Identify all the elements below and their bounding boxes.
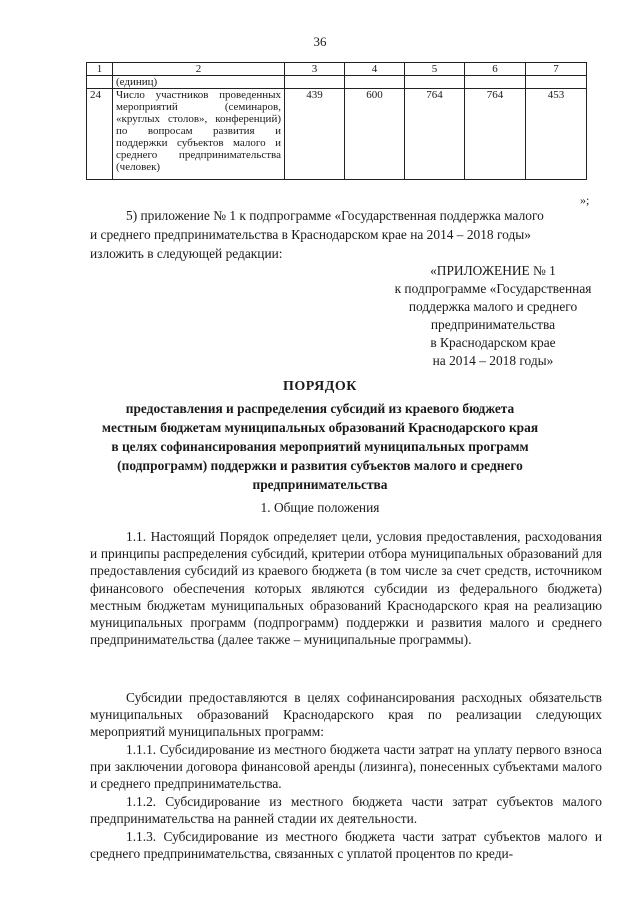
table-header-row — [87, 63, 587, 76]
title-line: предпринимательства — [252, 477, 388, 492]
title-line: предоставления и распределения субсидий из краевого бюджета — [125, 401, 515, 416]
row-number: 24 — [87, 89, 113, 180]
value-cell: 764 — [405, 89, 465, 180]
header-cell: 5 — [405, 63, 465, 76]
page-number: 36 — [313, 34, 327, 49]
appendix-line: к подпрограмме «Государственная — [394, 281, 592, 296]
item5-line3: изложить в следующей редакции: — [90, 246, 283, 261]
document-title: ПОРЯДОК — [283, 379, 357, 394]
paragraph-1-1: 1.1. Настоящий Порядок определяет цели, условия предоставления, расходования и принципы распределения субсидий, критерии отбора муниципальных образований для предоставления субсидий из краевого бюджета (в том числе за счет средств, источником финансового обеспечения которых являются субсидии из федерального бюджета) местным бюджетам муниципальных образований Краснодарского края на реализацию муниципальных программ (подпрограмм) поддержки и развития малого и среднего предпринимательства (далее также – муниципальные программы). — [90, 529, 602, 648]
header-cell: 1 — [87, 63, 113, 76]
value-cell: 439 — [285, 89, 345, 180]
section-heading: 1. Общие положения — [260, 500, 380, 515]
value-cell: 764 — [465, 89, 526, 180]
header-cell: 4 — [345, 63, 405, 76]
paragraph-1-1-2: 1.1.2. Субсидирование из местного бюджета части затрат субъектов малого предпринимательства на ранней стадии их деятельности. — [90, 794, 602, 827]
title-line: (подпрограмм) поддержки и развития субъектов малого и среднего — [117, 458, 523, 473]
header-cell: 2 — [113, 63, 285, 76]
paragraph-1-1-1: 1.1.1. Субсидирование из местного бюджета части затрат на уплату первого взноса при заключении договора финансовой аренды (лизинга), понесенных субъектами малого и среднего предпринимательства. — [90, 742, 602, 792]
appendix-heading — [378, 262, 608, 370]
closing-quote: »; — [580, 193, 590, 207]
appendix-line: поддержка малого и среднего — [408, 299, 578, 314]
indicator-label: Число участников проведенных мероприятий (семинаров, «круглых столов», конференций) по вопросам развития и поддержки субъектов малого и среднего предпринимательства (человек) — [113, 89, 285, 180]
appendix-line: «ПРИЛОЖЕНИЕ № 1 — [430, 263, 556, 278]
indicators-table — [86, 62, 587, 180]
header-cell: 7 — [526, 63, 587, 76]
appendix-line: предпринимательства — [430, 317, 556, 332]
paragraph-1-1-3: 1.1.3. Субсидирование из местного бюджета части затрат субъектов малого и среднего предпринимательства, связанных с уплатой процентов по креди- — [90, 829, 602, 862]
title-line: в целях софинансирования мероприятий муниципальных программ — [111, 439, 529, 454]
table-row — [87, 76, 587, 89]
paragraph-subsidies: Субсидии предоставляются в целях софинансирования расходных обязательств муниципальных образований Краснодарского края по реализации следующих мероприятий муниципальных программ: — [90, 690, 602, 740]
item5-line1: 5) приложение № 1 к подпрограмме «Государственная поддержка малого — [126, 208, 544, 223]
title-line: местным бюджетам муниципальных образований Краснодарского края — [101, 420, 539, 435]
item5-line2: и среднего предпринимательства в Краснодарском крае на 2014 – 2018 годы» — [90, 227, 531, 242]
appendix-line: в Краснодарском крае — [430, 335, 556, 350]
header-cell: 3 — [285, 63, 345, 76]
appendix-line: на 2014 – 2018 годы» — [432, 353, 554, 368]
value-cell: 600 — [345, 89, 405, 180]
unit-cell: (единиц) — [113, 76, 285, 89]
value-cell: 453 — [526, 89, 587, 180]
table-row — [87, 89, 587, 180]
header-cell: 6 — [465, 63, 526, 76]
